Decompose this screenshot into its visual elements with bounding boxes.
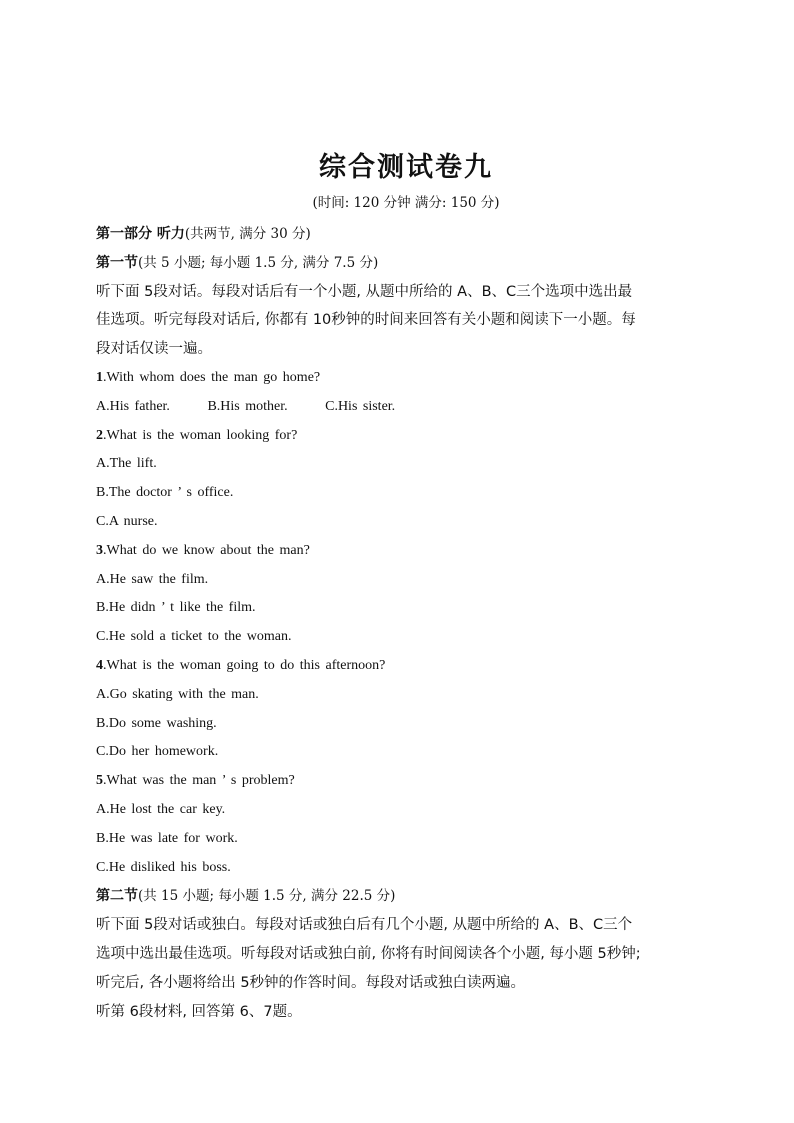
- question-2: [96, 422, 716, 451]
- option-a: A.The lift.: [96, 456, 157, 472]
- option-a: A.His father.: [96, 398, 170, 414]
- section1-lead: 第一节: [96, 254, 138, 271]
- question-text: .What do we know about the man?: [103, 542, 310, 558]
- question-text: .What was the man ’ s problem?: [103, 773, 295, 789]
- exam-page: [96, 146, 716, 1026]
- section2-instruction-line: 听完后, 各小题将给出 5秒钟的作答时间。每段对话或独白读两遍。: [96, 974, 526, 991]
- option-b: B.The doctor ’ s office.: [96, 485, 234, 501]
- option-a: A.He saw the film.: [96, 571, 209, 587]
- option-a: A.Go skating with the man.: [96, 686, 259, 702]
- section1-instruction-line: 段对话仅读一遍。: [96, 341, 212, 358]
- option-c: C.He disliked his boss.: [96, 859, 231, 875]
- question-number: 5: [96, 773, 103, 789]
- part1-lead: 第一部分 听力: [96, 226, 185, 242]
- exam-title: 综合测试卷九: [319, 152, 493, 183]
- question-1: [96, 364, 716, 393]
- section2-heading: [96, 882, 716, 911]
- option-a: A.He lost the car key.: [96, 801, 226, 817]
- option-c: C.He sold a ticket to the woman.: [96, 629, 292, 645]
- question-5: [96, 767, 716, 796]
- part1-note: (共两节, 满分 30 分): [184, 226, 311, 242]
- option-c: C.His sister.: [325, 398, 396, 414]
- option-b: B.He was late for work.: [96, 830, 238, 846]
- section1-instruction-line: 听下面 5段对话。每段对话后有一个小题, 从题中所给的 A、B、C三个选项中选出最: [96, 283, 633, 300]
- section1-note: (共 5 小题; 每小题 1.5 分, 满分 7.5 分): [138, 254, 379, 271]
- section2-lead: 第二节: [96, 888, 138, 905]
- question-4: [96, 652, 716, 681]
- option-b: B.He didn ’ t like the film.: [96, 600, 256, 616]
- question-1-options: [96, 393, 716, 422]
- option-b: B.His mother.: [207, 398, 288, 414]
- section2-note: (共 15 小题; 每小题 1.5 分, 满分 22.5 分): [138, 888, 396, 905]
- option-c: C.Do her homework.: [96, 744, 219, 760]
- section1-heading: [96, 249, 716, 278]
- section2-instruction-line: 选项中选出最佳选项。听每段对话或独白前, 你将有时间阅读各个小题, 每小题 5秒钟;: [96, 945, 641, 962]
- exam-subtitle: (时间: 120 分钟 满分: 150 分): [312, 195, 500, 211]
- question-text: .What is the woman looking for?: [103, 427, 298, 443]
- question-text: .With whom does the man go home?: [103, 369, 321, 385]
- part1-heading: [96, 220, 716, 249]
- question-number: 2: [96, 427, 103, 443]
- section2-instruction-line: 听下面 5段对话或独白。每段对话或独白后有几个小题, 从题中所给的 A、B、C三个: [96, 917, 633, 934]
- question-number: 4: [96, 657, 103, 673]
- question-number: 3: [96, 542, 103, 558]
- section2-prompt: 听第 6段材料, 回答第 6、7题。: [96, 1003, 302, 1020]
- question-number: 1: [96, 369, 103, 385]
- question-3: [96, 537, 716, 566]
- option-c: C.A nurse.: [96, 513, 158, 529]
- option-b: B.Do some washing.: [96, 715, 217, 731]
- question-text: .What is the woman going to do this afternoon?: [103, 657, 386, 673]
- section1-instruction-line: 佳选项。听完每段对话后, 你都有 10秒钟的时间来回答有关小题和阅读下一小题。每: [96, 312, 636, 329]
